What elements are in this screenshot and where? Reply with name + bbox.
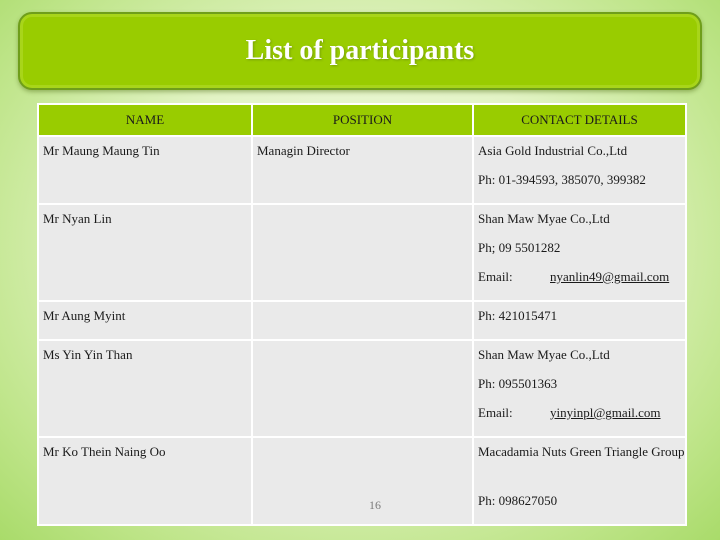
- participant-contact: [473, 136, 686, 204]
- participant-contact: [473, 204, 686, 301]
- contact-email: [478, 403, 685, 432]
- contact-phone: Ph; 09 5501282: [478, 240, 561, 255]
- contact-email: [478, 267, 685, 296]
- participant-name: Mr Ko Thein Naing Oo: [38, 437, 252, 525]
- participant-name: Mr Aung Myint: [38, 301, 252, 340]
- email-link[interactable]: yinyinpl@gmail.com: [550, 405, 661, 420]
- participant-name: Mr Maung Maung Tin: [38, 136, 252, 204]
- table-row: [38, 340, 686, 437]
- page-title: List of participants: [245, 35, 475, 66]
- header-row: [38, 104, 686, 136]
- title-banner: [18, 12, 702, 90]
- participant-name: Ms Yin Yin Than: [38, 340, 252, 437]
- contact-company: Shan Maw Myae Co.,Ltd: [478, 211, 610, 226]
- participant-contact: [473, 437, 686, 525]
- contact-phone: Ph: 421015471: [478, 308, 558, 323]
- participants-table: [37, 103, 687, 526]
- page-number: 16: [369, 498, 381, 512]
- table-row: [38, 204, 686, 301]
- column-header-position: POSITION: [252, 104, 473, 136]
- table-row: [38, 136, 686, 204]
- contact-company: Macadamia Nuts Green Triangle Group: [478, 444, 685, 459]
- contact-phone: Ph: 095501363: [478, 376, 558, 391]
- contact-phone: Ph: 01-394593, 385070, 399382: [478, 172, 646, 187]
- participant-position: Managin Director: [252, 136, 473, 204]
- email-label: Email:: [478, 405, 513, 420]
- contact-company: Asia Gold Industrial Co.,Ltd: [478, 143, 628, 158]
- table-row: [38, 301, 686, 340]
- participant-position: [252, 204, 473, 301]
- participant-position: [252, 301, 473, 340]
- contact-company: Shan Maw Myae Co.,Ltd: [478, 347, 610, 362]
- column-header-contact: CONTACT DETAILS: [473, 104, 686, 136]
- email-link[interactable]: nyanlin49@gmail.com: [550, 269, 670, 284]
- contact-phone: Ph: 098627050: [478, 493, 558, 508]
- participant-contact: [473, 340, 686, 437]
- participant-name: Mr Nyan Lin: [38, 204, 252, 301]
- email-label: Email:: [478, 269, 513, 284]
- participant-contact: [473, 301, 686, 340]
- participant-position: [252, 340, 473, 437]
- column-header-name: NAME: [38, 104, 252, 136]
